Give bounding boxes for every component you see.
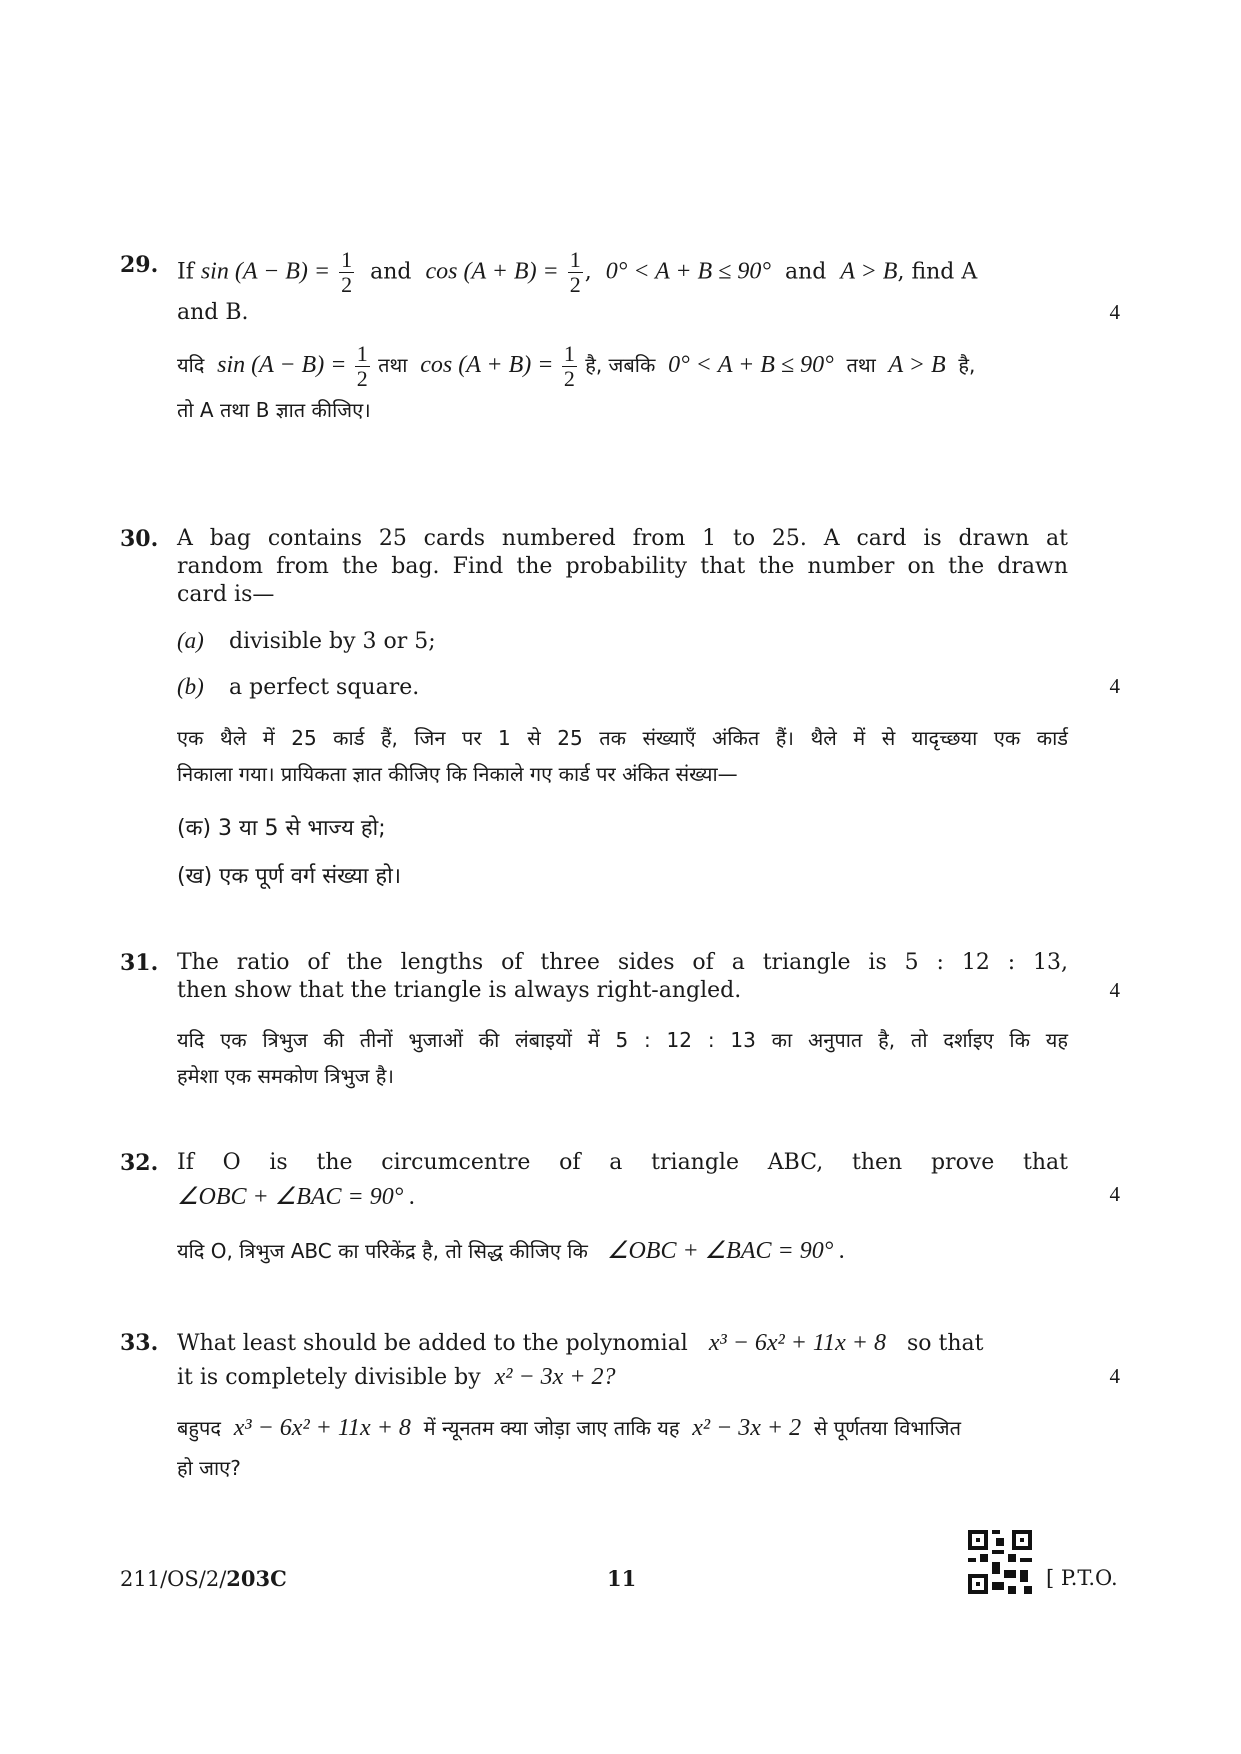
sub-question-a: (a) divisible by 3 or 5; bbox=[177, 628, 436, 654]
question-29 bbox=[120, 248, 1120, 468]
marks: 4 bbox=[1109, 1182, 1120, 1206]
fraction: $\frac{1}{2}$ bbox=[356, 341, 368, 391]
sub-question-b: (b) a perfect square. bbox=[177, 674, 420, 700]
question-text-en: If O is the circumcentre of a triangle ABC, then prove that bbox=[177, 1150, 1068, 1175]
question-text-hi-2: तो A तथा B ज्ञात कीजिए। bbox=[177, 398, 371, 422]
question-33 bbox=[120, 1330, 1120, 1490]
question-text-hi-2: हमेशा एक समकोण त्रिभुज है। bbox=[177, 1064, 395, 1088]
question-text-hi: बहुपद x³ − 6x² + 11x + 8 में न्यूनतम क्या जोड़ा जाए ताकि यह x² − 3x + 2 से पूर्णतया विभाजित bbox=[177, 1415, 962, 1441]
qr-code-icon bbox=[968, 1530, 1032, 1594]
question-text-hi: यदि O, त्रिभुज ABC का परिकेंद्र है, तो सिद्ध कीजिए कि ∠OBC + ∠BAC = 90° . bbox=[177, 1238, 846, 1264]
pto-label: [ P.T.O. bbox=[1046, 1566, 1118, 1590]
question-32 bbox=[120, 1150, 1120, 1280]
question-number: 31. bbox=[120, 950, 159, 976]
question-31 bbox=[120, 950, 1120, 1100]
sub-question-ka: (क) 3 या 5 से भाज्य हो; bbox=[177, 816, 386, 841]
question-number: 29. bbox=[120, 252, 159, 278]
page-number: 11 bbox=[607, 1566, 637, 1591]
question-text-hi: यदि एक त्रिभुज की तीनों भुजाओं की लंबाइयों में 5 : 12 : 13 का अनुपात है, तो दर्शाइए कि यह bbox=[177, 1028, 1068, 1052]
question-text-hi-2: निकाला गया। प्रायिकता ज्ञात कीजिए कि निकाले गए कार्ड पर अंकित संख्या— bbox=[177, 762, 738, 786]
question-text-hi-2: हो जाए? bbox=[177, 1456, 241, 1480]
marks: 4 bbox=[1109, 978, 1120, 1002]
question-number: 30. bbox=[120, 526, 159, 552]
marks: 4 bbox=[1109, 1364, 1120, 1388]
question-text-en-2: then show that the triangle is always right-angled. bbox=[177, 978, 742, 1003]
marks: 4 bbox=[1109, 300, 1120, 324]
question-text-en-2: and B. bbox=[177, 300, 249, 325]
question-text-en-2: it is completely divisible by x² − 3x + 2? bbox=[177, 1364, 616, 1390]
marks: 4 bbox=[1109, 674, 1120, 698]
question-text-en: A bag contains 25 cards numbered from 1 to 25. A card is drawn at bbox=[177, 526, 1068, 551]
question-text-hi: एक थैले में 25 कार्ड हैं, जिन पर 1 से 25 तक संख्याएँ अंकित हैं। थैले में से यादृच्छया एक कार्ड bbox=[177, 726, 1068, 750]
sub-question-kha: (ख) एक पूर्ण वर्ग संख्या हो। bbox=[177, 864, 402, 889]
question-number: 32. bbox=[120, 1150, 159, 1176]
fraction: $\frac{1}{2}$ bbox=[563, 341, 575, 391]
question-text-hi: यदि sin (A − B) = $\frac{1}{2}$ तथा cos (A + B) = $\frac{1}{2}$ है, जबकि 0° < A + B ≤ 90° तथा A > B है, bbox=[177, 341, 976, 391]
fraction: $\frac{1}{2}$ bbox=[569, 247, 581, 297]
question-text-en: The ratio of the lengths of three sides of a triangle is 5 : 12 : 13, bbox=[177, 950, 1068, 975]
question-text-en-3: card is— bbox=[177, 582, 275, 607]
fraction: $\frac{1}{2}$ bbox=[341, 247, 353, 297]
question-30 bbox=[120, 526, 1120, 896]
paper-code: 211/OS/2/203C bbox=[120, 1566, 287, 1591]
question-text-en: What least should be added to the polynomial x³ − 6x² + 11x + 8 so that bbox=[177, 1330, 984, 1356]
angle-equation: ∠OBC + ∠BAC = 90° . bbox=[177, 1184, 416, 1210]
question-number: 33. bbox=[120, 1330, 159, 1356]
question-text-en-2: random from the bag. Find the probability that the number on the drawn bbox=[177, 554, 1068, 579]
question-text-en: If sin (A − B) = $\frac{1}{2}$ and cos (A + B) = $\frac{1}{2}$ , 0° < A + B ≤ 90° and A > B, find A bbox=[177, 247, 978, 297]
